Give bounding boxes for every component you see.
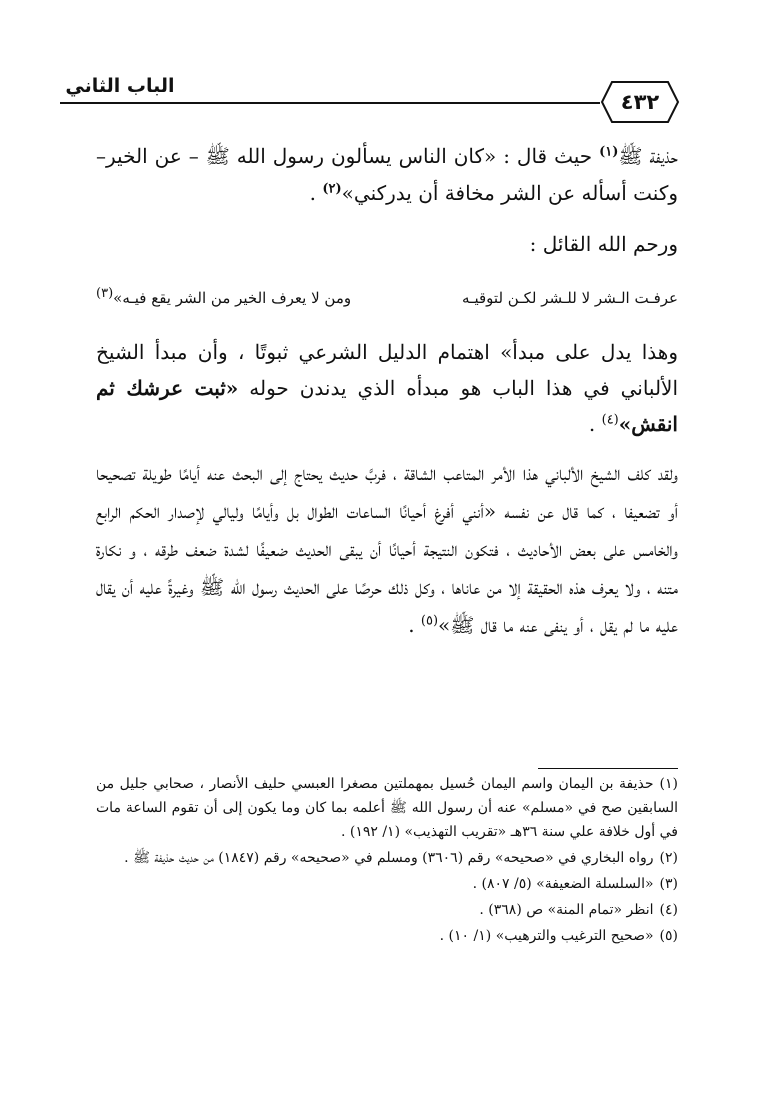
paragraph-albani-effort [96,454,678,644]
paragraph-text: . [408,613,421,637]
paragraph-hadith-hudhayfa [96,138,678,212]
paragraph-text: . [309,181,323,205]
footnote [96,872,678,896]
paragraph-poet-intro: ورحم الله القائل : [529,232,678,256]
footnote [96,846,678,870]
footnote-number: (٤) [659,902,678,918]
paragraph-principle [96,334,678,442]
footnote [96,924,678,948]
verse-second-hemistich [96,282,351,314]
footnote-text: حذيفة بن اليمان واسم اليمان حُسيل بمهملتين مصغرا العبسي حليف الأنصار ، صحابي جليل من السابقين صح في «مسلم» عنه أن رسول الله ﷺ أعلمه بما كان وما يكون إلى أن تقوم الساعة مات في أول خلافة علي سنة ٣٦هـ «تقريب التهذيب» (١/ ١٩٢) . [96,776,678,840]
header-rule [60,102,600,104]
paragraph-text: حذيفة ﷺ [618,144,678,168]
footnote-text: «صحيح الترغيب والترهيب» (١/ ١٠) . [439,928,654,944]
footnote-text: رواه البخاري في «صحيحه» رقم (٣٦٠٦) ومسلم في «صحيحه» رقم (١٨٤٧) من حديث حذيفة ﷺ . [124,850,654,866]
footnote-number: (٥) [659,928,678,944]
footnote-number: (١) [659,776,678,792]
poetry-verse [96,282,678,314]
footnote-ref[interactable]: (٢) [322,181,342,197]
footnote [96,898,678,922]
footnote-ref[interactable]: (٥) [420,613,439,629]
chapter-title: الباب الثاني [65,75,175,97]
page-number: ٤٣٢ [620,90,660,114]
footnote-ref[interactable]: (١) [599,144,619,160]
quoted-maxim: «ثبت عرشك ثم انقش» [96,376,678,436]
footnote-ref[interactable]: (٣) [96,286,114,301]
verse-text: ومن لا يعرف الخير من الشر يقع فيـه» [113,289,352,307]
paragraph-text: وهذا يدل على مبدأ» اهتمام الدليل الشرعي ثبوتًا ، وأن مبدأ الشيخ الألباني في هذا الباب هو مبدأه الذي يدندن حوله [96,340,678,400]
footnote-text: انظر «تمام المنة» ص (٣٦٨) . [479,902,654,918]
footnote-number: (٣) [659,876,678,892]
paragraph-text: حيث قال : «كان الناس يسألون رسول الله ﷺ – عن الخير– وكنت أسأله عن الشر مخافة أن يدركني» [96,144,678,205]
footnote-text: «السلسلة الضعيفة» (٥/ ٨٠٧) . [472,876,654,892]
paragraph-text: . [588,412,602,436]
footnotes [96,772,678,950]
page-number-badge [600,80,680,124]
footnote-separator [538,768,678,769]
paragraph-text: ولقد كلف الشيخ الألباني هذا الأمر المتاعب الشاقة ، فربَّ حديث يحتاج إلى البحث عنه أيامًا طويلة تصحيحا أو تضعيفا ، كما قال عن نفسه «أنني أفرغ أحيانًا الساعات الطوال بل وأيامًا وليالي لإصدار الحكم الرابع والخامس على بعض الأحاديث ، فتكون النتيجة أحيانًا أن يبقى الحديث ضعيفًا لشدة ضعف طرقه ، و نكارة متنه ، ولا يعرف هذه الحقيقة إلا من عاناها ، وكل ذلك حرصًا على الحديث رسول الله ﷺ وغيرةً عليه أن يقال عليه ما لم يقل ، أو ينفى عنه ما قال ﷺ» [96,461,678,637]
footnote-ref[interactable]: (٤) [601,412,619,428]
running-header [60,72,680,124]
footnote [96,772,678,844]
footnote-number: (٢) [659,850,678,866]
verse-first-hemistich: عرفـت الـشر لا للـشر لكـن لتوقيـه [462,289,678,307]
